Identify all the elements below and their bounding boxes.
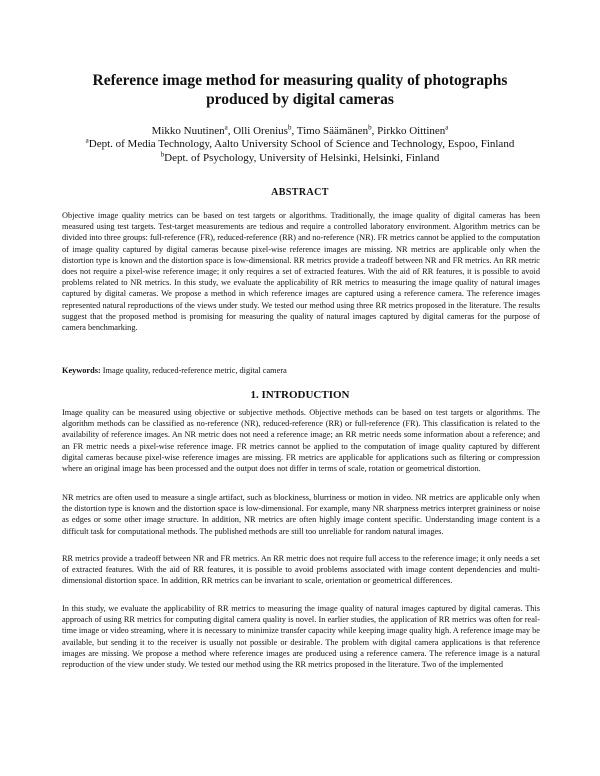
affiliation-line xyxy=(40,152,560,165)
author-affiliation-mark: a xyxy=(445,123,449,132)
abstract-text: Objective image quality metrics can be based on test targets or algorithms. Traditionally, the image quality of digital cameras has been measured using test targets. Test-target measurements are tedious and require a controlled laboratory environment. Algorithm metrics can be divided into three groups: full-reference (FR), reduced-reference (RR) and no-reference (NR). FR metrics cannot be applied to the computation of image quality captured by digital cameras because pixel-wise reference images are missing. NR metrics are applicable only when the distortion type is known and the distortion space is low-dimensional. RR metrics provide a tradeoff between NR and FR metrics. An RR metric does not require a pixel-wise reference image; it only requires a set of extracted features. With the aid of RR features, it is possible to avoid problems related to NR metrics. In this study, we evaluate the applicability of RR metrics to measuring the image quality of natural images captured by digital cameras. We propose a method in which reference images are captured using a reference camera. The reference images represented natural reproductions of the views under study. We tested our method using three RR metrics proposed in the literature. The results suggest that the proposed method is promising for measuring the quality of natural images captured by digital cameras for the purpose of camera benchmarking. xyxy=(62,211,540,333)
author-name: Timo Säämänen xyxy=(296,125,369,137)
affiliation-line xyxy=(40,138,560,151)
paragraph: Image quality can be measured using objective or subjective methods. Objective methods can be based on test targets or algorithms. The algorithm methods can be classified as no-reference (NR), reduced-reference (RR) or full-reference (FR). This classification is related to the availability of reference images. An NR metric does not need a reference image; an RR metric needs some information about a reference; and an FR metric needs a pixel-wise reference image. FR metrics cannot be applied to the computation of image quality captured by different digital cameras because pixel-wise reference images are missing. FR metrics are applicable for applications such as filtering or compression where an original image has been processed and the output does not differ in terms of scale, rotation or geometrical distortion. xyxy=(62,408,540,474)
affiliation-mark: b xyxy=(160,150,165,159)
author-name: Pirkko Oittinen xyxy=(377,125,446,137)
paper-title: Reference image method for measuring quality of photographs produced by digital cameras xyxy=(92,72,508,108)
affiliation-mark: a xyxy=(85,136,89,145)
abstract-heading: ABSTRACT xyxy=(271,187,329,198)
section-heading: 1. INTRODUCTION xyxy=(250,389,350,401)
author-affiliation-mark: b xyxy=(287,123,292,132)
keywords-text: Image quality, reduced-reference metric, digital camera xyxy=(102,366,287,375)
paragraph: RR metrics provide a tradeoff between NR and FR metrics. An RR metric does not require full access to the reference image; it only needs a set of extracted features. With the aid of RR features, it is possible to avoid problems associated with image content dependencies and multi-dimensional distortion space. In addition, RR metrics can be invariant to scale, orientation or geometrical differences. xyxy=(62,554,540,586)
author-affiliation-mark: a xyxy=(224,123,228,132)
author-name: Olli Orenius xyxy=(233,125,288,137)
affiliation-text: Dept. of Media Technology, Aalto University School of Science and Technology, Espoo, Finland xyxy=(88,138,515,150)
keywords-label: Keywords: xyxy=(62,366,101,375)
paragraph: NR metrics are often used to measure a single artifact, such as blockiness, blurriness or motion in video. NR metrics are applicable only when the distortion type is known and the distortion space is low-dimensional. For example, many NR sharpness metrics interpret graininess or noise as edges or some other image structure. In addition, NR metrics are often highly image content specific. Understanding image content is a difficult task for computational methods. The published methods are still too unreliable for random natural images. xyxy=(62,493,540,536)
author-list: Mikko Nuutinen$^a$, Olli Orenius$^b$, Timo Säämänen$^b$, Pirkko Oittinen$^a$ xyxy=(151,123,449,137)
paragraph: In this study, we evaluate the applicability of RR metrics to measuring the image quality of natural images captured by digital cameras. This approach of using RR metrics for computing digital camera quality is novel. In earlier studies, the application of RR metrics was often for real-time image or video streaming, where it is necessary to minimize transfer capacity while keeping image quality high. A reference image may be available, but sending it to the receiver is usually not possible or desirable. The problem with digital camera applications is that reference images are missing. We propose a method where reference images are produced using a reference camera. The reference image is a natural reproduction of the view under study. We tested our method using the RR metrics proposed in the literature. Two of the implemented xyxy=(62,604,540,670)
author-affiliation-mark: b xyxy=(368,123,372,132)
author-name: Mikko Nuutinen xyxy=(151,125,225,137)
keywords-line xyxy=(62,366,540,375)
affiliation-text: Dept. of Psychology, University of Helsinki, Helsinki, Finland xyxy=(164,152,440,164)
